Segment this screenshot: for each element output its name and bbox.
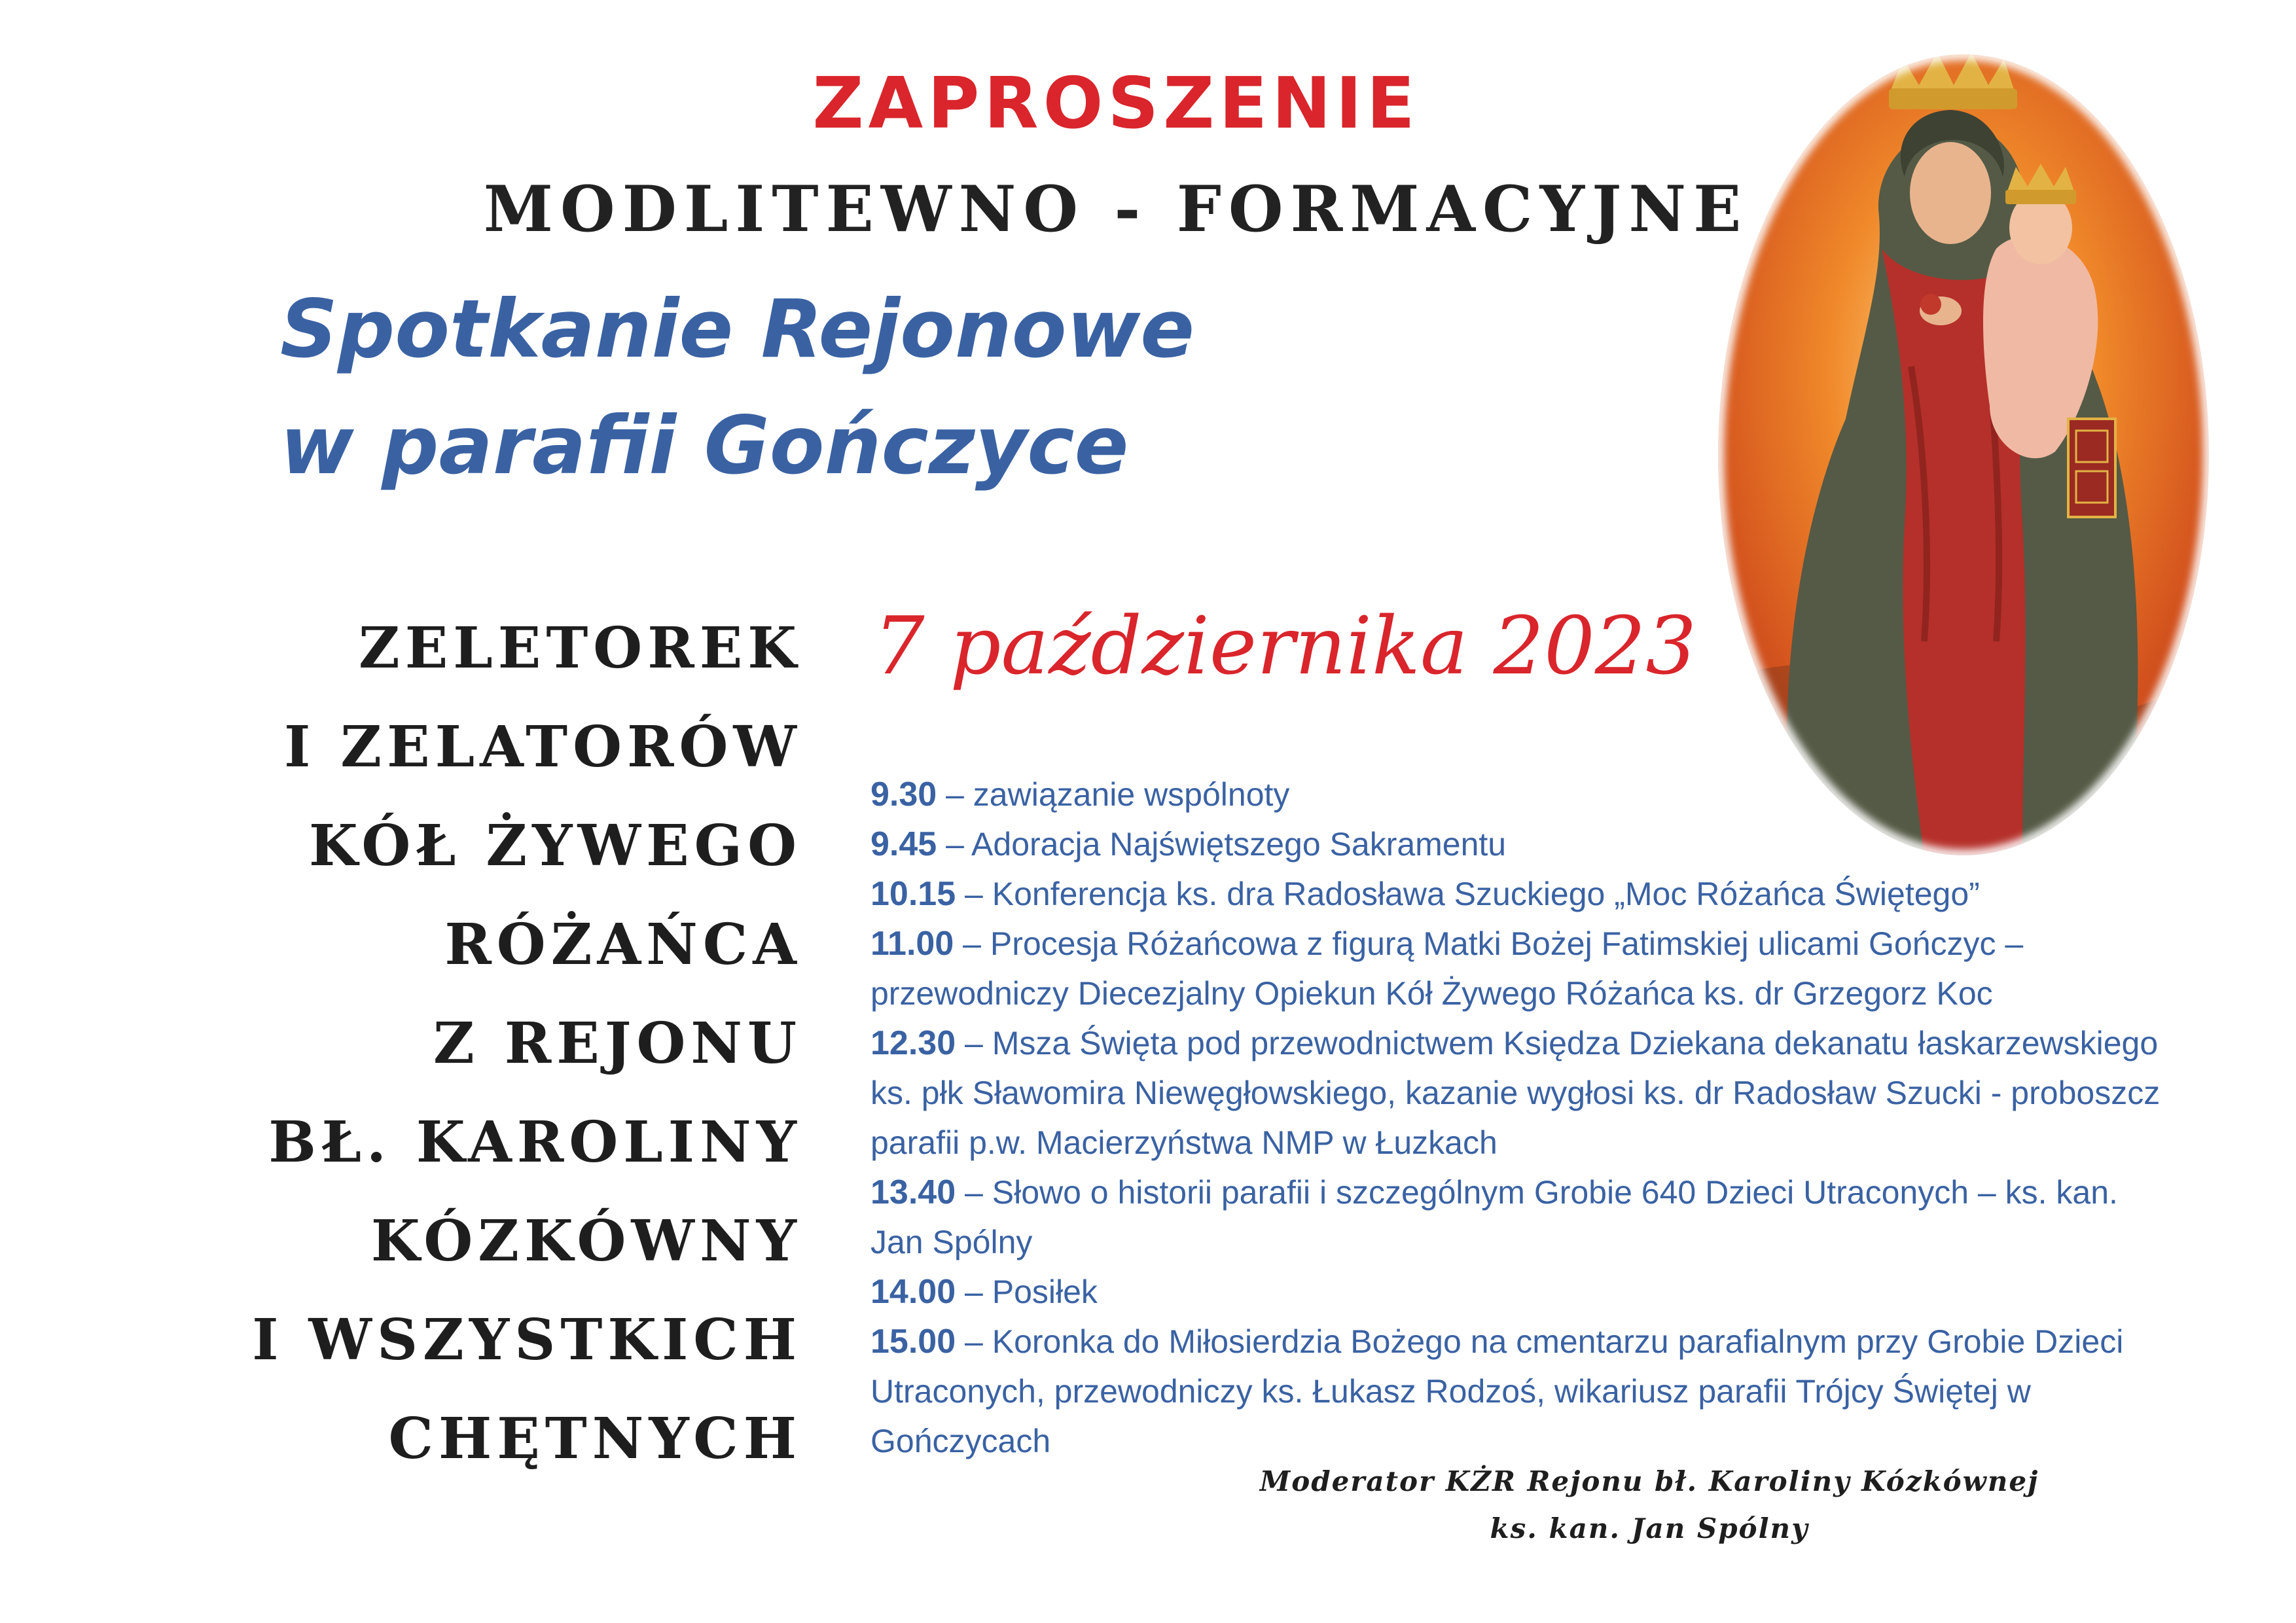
invitation-title: ZAPROSZENIE	[812, 63, 1420, 145]
meeting-title-line-1: Spotkanie Rejonowe	[280, 283, 1195, 376]
audience-line: KÓŁ ŻYWEGO	[308, 813, 802, 879]
schedule-time: 9.30	[870, 776, 937, 813]
schedule-text: – Słowo o historii parafii i szczególnym Grobie 640 Dzieci Utraconych – ks. kan. Jan Spólny	[870, 1174, 2118, 1260]
schedule-time: 13.40	[870, 1173, 956, 1211]
audience-line: CHĘTNYCH	[388, 1406, 802, 1472]
schedule-time: 11.00	[870, 925, 954, 963]
schedule-time: 12.30	[870, 1024, 956, 1062]
audience-line: BŁ. KAROLINY	[268, 1109, 802, 1175]
audience-line: Z REJONU	[433, 1010, 802, 1077]
meeting-title-line-2: w parafii Gończyce	[280, 399, 1129, 492]
audience-line: I ZELATORÓW	[284, 714, 802, 780]
schedule-time: 15.00	[870, 1323, 956, 1361]
audience-line: ZELETOREK	[358, 615, 802, 681]
schedule-text: – Adoracja Najświętszego Sakramentu	[937, 826, 1507, 863]
schedule-entry	[870, 869, 2166, 919]
audience-line: KÓZKÓWNY	[370, 1208, 802, 1274]
schedule-time: 10.15	[870, 875, 956, 913]
moderator-name: ks. kan. Jan Spólny	[1490, 1512, 1809, 1544]
schedule-entry	[870, 1018, 2166, 1168]
schedule-list	[870, 770, 2166, 1466]
schedule-text: – zawiązanie wspólnoty	[937, 776, 1290, 813]
schedule-text: – Msza Święta pod przewodnictwem Księdza Dziekana dekanatu łaskarzewskiego ks. płk Sławomira Niewęgłowskiego, kazanie wygłosi ks. dr Radosław Szucki - proboszcz parafii p.w. Macierzyństwa NMP w Łuzkach	[870, 1025, 2161, 1161]
schedule-text: – Konferencja ks. dra Radosława Szuckiego „Moc Różańca Świętego”	[956, 876, 1980, 912]
schedule-entry	[870, 1317, 2166, 1466]
schedule-time: 14.00	[870, 1273, 956, 1311]
madonna-with-child-icon	[1715, 52, 2212, 857]
schedule-entry	[870, 1168, 2166, 1267]
audience-line: RÓŻAŃCA	[444, 912, 802, 978]
schedule-text: – Posiłek	[956, 1274, 1098, 1310]
event-date: 7 października 2023	[874, 599, 1696, 692]
schedule-entry	[870, 1267, 2166, 1317]
schedule-text: – Koronka do Miłosierdzia Bożego na cmentarzu parafialnym przy Grobie Dzieci Utraconych, przewodniczy ks. Łukasz Rodzoś, wikariusz parafii Trójcy Świętej w Gończycach	[870, 1323, 2124, 1459]
audience-block	[98, 599, 802, 1488]
moderator-signature	[1211, 1458, 2088, 1552]
audience-line: I WSZYSTKICH	[252, 1307, 802, 1373]
schedule-entry	[870, 919, 2166, 1018]
schedule-text: – Procesja Różańcowa z figurą Matki Bożej Fatimskiej ulicami Gończyc – przewodniczy Diecezjalny Opiekun Kół Żywego Różańca ks. dr Grzegorz Koc	[870, 925, 2024, 1012]
moderator-title: Moderator KŻR Rejonu bł. Karoliny Kózkównej	[1259, 1465, 2039, 1497]
schedule-time: 9.45	[870, 825, 937, 863]
invitation-subtitle: MODLITEWNO - FORMACYJNE	[483, 172, 1749, 246]
madonna-illustration	[1715, 52, 2212, 857]
